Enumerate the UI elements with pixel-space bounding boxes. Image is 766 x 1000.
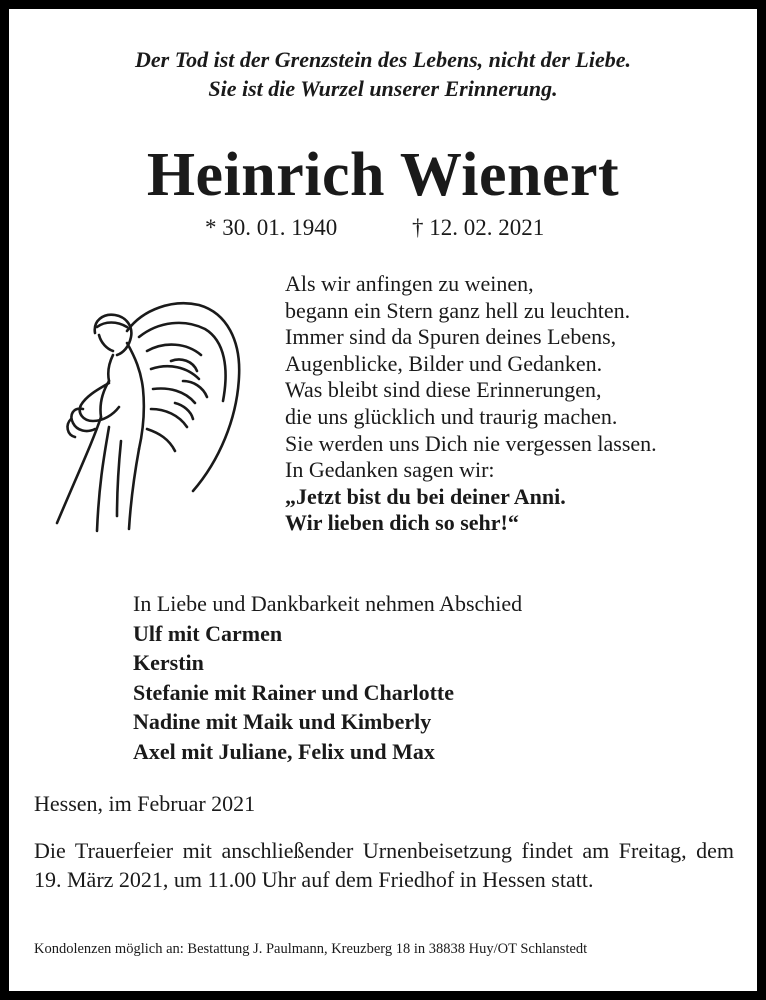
ceremony-info: Die Trauerfeier mit anschließender Urnenbeisetzung findet am Freitag, dem 19. März 2021, um 11.00 Uhr auf dem Friedhof in Hessen statt. xyxy=(34,838,734,892)
poem-line: Als wir anfingen zu weinen, xyxy=(285,271,534,296)
motto-line-1: Der Tod ist der Grenzstein des Lebens, nicht der Liebe. xyxy=(135,47,631,72)
farewell-intro: In Liebe und Dankbarkeit nehmen Abschied xyxy=(133,591,523,616)
death-date: † 12. 02. 2021 xyxy=(412,215,545,240)
place-date: Hessen, im Februar 2021 xyxy=(34,791,256,816)
poem-line: Was bleibt sind diese Erinnerungen, xyxy=(285,377,602,403)
obituary-notice xyxy=(9,9,757,991)
condolence-info: Kondolenzen möglich an: Bestattung J. Paulmann, Kreuzberg 18 in 38838 Huy/OT Schlanstedt xyxy=(34,941,588,957)
poem-quote-line: „Jetzt bist du bei deiner Anni. xyxy=(285,483,566,509)
family-member: Nadine mit Maik und Kimberly xyxy=(133,709,432,734)
poem xyxy=(285,271,657,537)
poem-quote-line: Wir lieben dich so sehr!“ xyxy=(285,510,519,536)
family-farewell xyxy=(133,589,522,766)
poem-line: Sie werden uns Dich nie vergessen lassen. xyxy=(285,430,657,456)
poem-line: die uns glücklich und traurig machen. xyxy=(285,403,618,429)
poem-line: Augenblicke, Bilder und Gedanken. xyxy=(285,350,603,376)
poem-line: In Gedanken sagen wir: xyxy=(285,457,495,483)
angel-icon xyxy=(43,291,253,536)
family-member: Kerstin xyxy=(133,650,204,675)
family-member: Stefanie mit Rainer und Charlotte xyxy=(133,679,455,705)
poem-line: begann ein Stern ganz hell zu leuchten. xyxy=(285,297,631,323)
motto-line-2: Sie ist die Wurzel unserer Erinnerung. xyxy=(208,76,558,101)
birth-date: * 30. 01. 1940 xyxy=(205,215,338,240)
poem-line: Immer sind da Spuren deines Lebens, xyxy=(285,324,617,350)
family-member: Axel mit Juliane, Felix und Max xyxy=(133,738,435,764)
motto xyxy=(9,45,757,103)
deceased-name: Heinrich Wienert xyxy=(146,141,620,209)
family-member: Ulf mit Carmen xyxy=(133,620,283,646)
